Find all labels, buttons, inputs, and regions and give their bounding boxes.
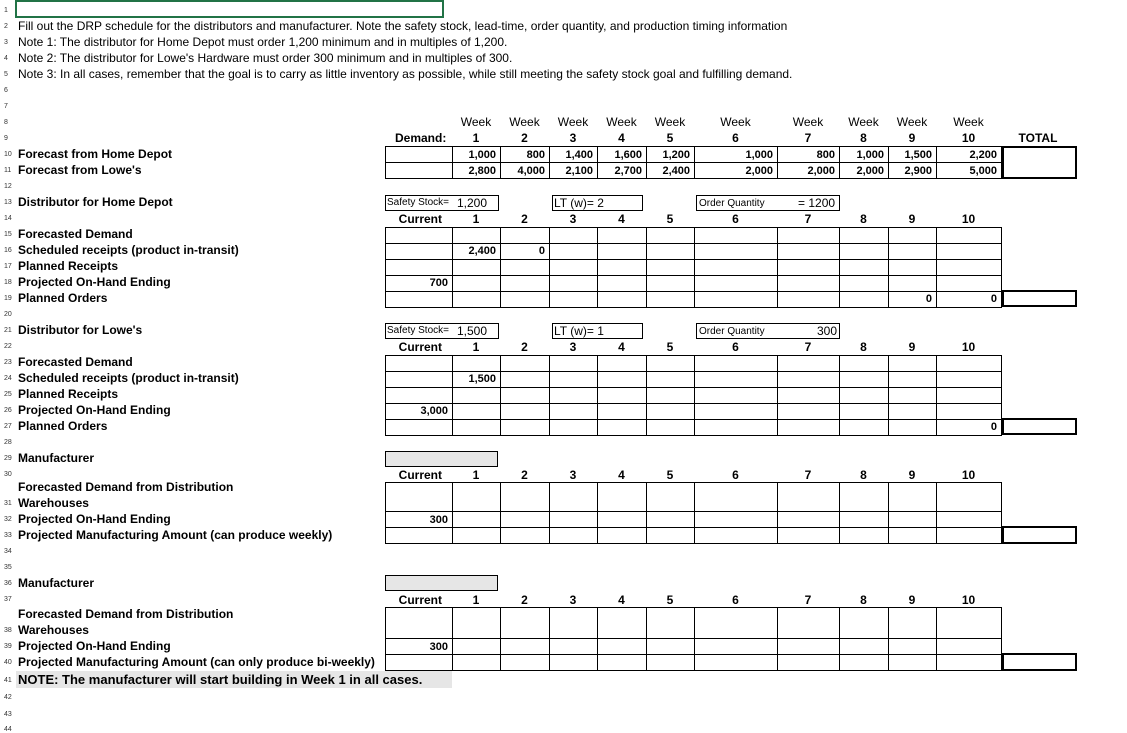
week-number: 6 bbox=[732, 131, 739, 145]
hd-forecast-value: 1,500 bbox=[904, 149, 932, 161]
m1-row-mfg: Projected Manufacturing Amount (can produce weekly) bbox=[18, 528, 333, 542]
lw-sr-week1: 1,500 bbox=[468, 373, 496, 385]
row-number: 9 bbox=[4, 135, 8, 142]
m2-grid-vline bbox=[646, 607, 647, 671]
lw-po-week10: 0 bbox=[990, 421, 997, 433]
row-number: 33 bbox=[4, 532, 12, 539]
m1-week-number: 1 bbox=[472, 468, 480, 482]
m2-name-cell bbox=[385, 575, 498, 591]
hd-po-week9: 0 bbox=[925, 293, 932, 305]
m2-onhand-current: 300 bbox=[429, 641, 448, 653]
m2-grid-vline bbox=[694, 607, 695, 671]
row-number: 14 bbox=[4, 215, 12, 222]
m1-grid-vline bbox=[936, 482, 937, 544]
hd-grid-vline bbox=[549, 227, 550, 308]
demand-grid-vline bbox=[385, 146, 386, 179]
row-number: 40 bbox=[4, 659, 12, 666]
hd-forecast-value: 800 bbox=[816, 149, 835, 161]
week-header-label: Week bbox=[896, 115, 928, 129]
row-number: 5 bbox=[4, 71, 8, 78]
m2-week-number: 7 bbox=[804, 593, 812, 607]
m2-current: Current bbox=[398, 593, 442, 607]
lw-week-number: 10 bbox=[961, 340, 976, 354]
hd-sr-week2: 0 bbox=[538, 245, 545, 257]
demand-label: Demand: bbox=[395, 131, 447, 145]
row-number: 2 bbox=[4, 23, 8, 30]
hd-oq-label: Order Quantity bbox=[699, 198, 765, 209]
week-header-label: Week bbox=[460, 115, 492, 129]
m1-week-number: 7 bbox=[804, 468, 812, 482]
m1-week-number: 9 bbox=[908, 468, 916, 482]
lw-week-number: 4 bbox=[618, 340, 625, 354]
row-number: 29 bbox=[4, 455, 12, 462]
m2-title: Manufacturer bbox=[18, 576, 95, 590]
row-number: 34 bbox=[4, 548, 12, 555]
hd-grid-vline bbox=[385, 227, 386, 308]
row-number: 23 bbox=[4, 359, 12, 366]
row-number: 28 bbox=[4, 439, 12, 446]
m1-row-demand-a: Forecasted Demand from Distribution bbox=[18, 480, 234, 494]
m1-week-number: 2 bbox=[521, 468, 528, 482]
m1-total-cell[interactable] bbox=[1002, 526, 1077, 544]
row-number: 15 bbox=[4, 231, 12, 238]
hd-sr-week1: 2,400 bbox=[468, 245, 496, 257]
row-number: 38 bbox=[4, 627, 12, 634]
lowes-forecast-value: 2,700 bbox=[614, 165, 642, 177]
m1-title: Manufacturer bbox=[18, 451, 95, 465]
lw-week-number: 9 bbox=[908, 340, 916, 354]
lw-week-number: 7 bbox=[804, 340, 812, 354]
week-header-label: Week bbox=[953, 115, 984, 129]
m1-week-number: 6 bbox=[732, 468, 739, 482]
cell-a1-selected[interactable] bbox=[15, 0, 444, 18]
hd-forecast-value: 1,400 bbox=[565, 149, 593, 161]
m1-grid-vline bbox=[597, 482, 598, 544]
week-number: 10 bbox=[961, 131, 976, 145]
lw-onhand-current: 3,000 bbox=[420, 405, 448, 417]
m1-onhand-current: 300 bbox=[429, 514, 448, 526]
lw-grid-vline bbox=[549, 355, 550, 436]
lw-oq-label: Order Quantity bbox=[699, 326, 765, 337]
week-header-label: Week bbox=[606, 115, 637, 129]
m2-row-demand-b: Warehouses bbox=[18, 623, 89, 637]
week-header-label: Week bbox=[792, 115, 824, 129]
m2-week-number: 2 bbox=[521, 593, 528, 607]
row-number: 31 bbox=[4, 500, 12, 507]
m2-week-number: 9 bbox=[908, 593, 916, 607]
lw-ss-value: 1,500 bbox=[457, 324, 488, 338]
hd-forecast-value: 2,200 bbox=[969, 149, 997, 161]
row-number: 21 bbox=[4, 327, 12, 334]
m1-grid-vline bbox=[646, 482, 647, 544]
m2-week-number: 4 bbox=[618, 593, 625, 607]
m2-grid-vline bbox=[936, 607, 937, 671]
m2-grid-vline bbox=[452, 607, 453, 671]
m2-grid-vline bbox=[385, 607, 386, 671]
lw-row-onhand: Projected On-Hand Ending bbox=[18, 403, 171, 417]
lw-grid-vline bbox=[777, 355, 778, 436]
hd-row-planned-receipts: Planned Receipts bbox=[18, 259, 119, 273]
m2-row-demand-a: Forecasted Demand from Distribution bbox=[18, 607, 234, 621]
row-number: 17 bbox=[4, 263, 12, 270]
hd-week-number: 4 bbox=[618, 212, 625, 226]
hd-week-number: 2 bbox=[521, 212, 528, 226]
m2-total-cell[interactable] bbox=[1002, 653, 1077, 671]
lw-grid-vline bbox=[452, 355, 453, 436]
row-number: 42 bbox=[4, 694, 12, 701]
hd-week-number: 5 bbox=[666, 212, 674, 226]
m1-week-number: 5 bbox=[666, 468, 674, 482]
lowes-forecast-value: 2,400 bbox=[662, 165, 690, 177]
m2-week-number: 3 bbox=[569, 593, 577, 607]
m2-grid-vline bbox=[500, 607, 501, 671]
hd-forecast-value: 1,000 bbox=[468, 149, 496, 161]
lowes-forecast-value: 2,000 bbox=[856, 165, 884, 177]
hd-forecast-value: 1,600 bbox=[614, 149, 642, 161]
lowes-forecast-value: 2,000 bbox=[807, 165, 835, 177]
m1-week-number: 8 bbox=[860, 468, 867, 482]
note-2: Note 2: The distributor for Lowe's Hardware must order 300 minimum and in multiples of 300. bbox=[18, 51, 513, 65]
row-number: 30 bbox=[4, 471, 12, 478]
lw-grid-vline bbox=[888, 355, 889, 436]
row-number: 7 bbox=[4, 103, 8, 110]
lw-ss-label: Safety Stock= bbox=[387, 325, 449, 336]
week-number: 8 bbox=[860, 131, 867, 145]
lowes-forecast-value: 4,000 bbox=[517, 165, 545, 177]
hd-grid-vline bbox=[839, 227, 840, 308]
m2-week-number: 10 bbox=[961, 593, 976, 607]
row-number: 36 bbox=[4, 580, 12, 587]
hd-total-cell[interactable] bbox=[1002, 290, 1077, 307]
lw-total-cell[interactable] bbox=[1002, 418, 1077, 435]
hd-ss-label: Safety Stock= bbox=[387, 197, 449, 208]
m2-grid-vline bbox=[888, 607, 889, 671]
hd-week-number: 10 bbox=[961, 212, 976, 226]
hd-row-forecast: Forecasted Demand bbox=[18, 227, 133, 241]
lw-week-number: 2 bbox=[521, 340, 528, 354]
lw-row-forecast: Forecasted Demand bbox=[18, 355, 133, 369]
hd-lt-value: LT (w)= 2 bbox=[554, 196, 604, 210]
total-label: TOTAL bbox=[1018, 131, 1058, 145]
m1-week-number: 10 bbox=[961, 468, 976, 482]
lw-current: Current bbox=[398, 340, 442, 354]
lw-section-title: Distributor for Lowe's bbox=[18, 323, 143, 337]
row-number: 8 bbox=[4, 119, 8, 126]
hd-forecast-value: 1,200 bbox=[662, 149, 690, 161]
note-3: Note 3: In all cases, remember that the goal is to carry as little inventory as possible, while still meeting the safety stock goal and fulfilling demand. bbox=[18, 67, 793, 81]
row-number: 39 bbox=[4, 643, 12, 650]
lw-oq-value: 300 bbox=[817, 324, 838, 338]
hd-grid-vline bbox=[777, 227, 778, 308]
hd-forecast-value: 1,000 bbox=[745, 149, 773, 161]
hd-grid-vline bbox=[597, 227, 598, 308]
lw-row-planned-orders: Planned Orders bbox=[18, 419, 108, 433]
lw-week-number: 1 bbox=[472, 340, 480, 354]
lowes-forecast-value: 5,000 bbox=[969, 165, 997, 177]
row-number: 3 bbox=[4, 39, 8, 46]
row-number: 43 bbox=[4, 711, 12, 718]
m1-row-demand-b: Warehouses bbox=[18, 496, 89, 510]
row-number: 20 bbox=[4, 311, 12, 318]
hd-oq-value: = 1200 bbox=[798, 196, 836, 210]
hd-grid-vline bbox=[500, 227, 501, 308]
m1-name-cell bbox=[385, 451, 498, 467]
row-number: 12 bbox=[4, 183, 12, 190]
row-number: 13 bbox=[4, 199, 12, 206]
lw-row-planned-receipts: Planned Receipts bbox=[18, 387, 119, 401]
lw-week-number: 5 bbox=[666, 340, 674, 354]
m2-row-onhand: Projected On-Hand Ending bbox=[18, 639, 171, 653]
hd-row-scheduled: Scheduled receipts (product in-transit) bbox=[18, 243, 239, 257]
row-number: 32 bbox=[4, 516, 12, 523]
week-number: 5 bbox=[666, 131, 674, 145]
hd-week-number: 3 bbox=[569, 212, 577, 226]
row-number: 6 bbox=[4, 87, 8, 94]
week-header-label: Week bbox=[557, 115, 589, 129]
hd-section-title: Distributor for Home Depot bbox=[18, 195, 173, 209]
row-number: 37 bbox=[4, 596, 12, 603]
hd-grid-vline bbox=[646, 227, 647, 308]
lw-week-number: 8 bbox=[860, 340, 867, 354]
m1-week-number: 3 bbox=[569, 468, 577, 482]
row-number: 10 bbox=[4, 151, 12, 158]
m1-week-number: 4 bbox=[618, 468, 625, 482]
week-header-label: Week bbox=[654, 115, 686, 129]
m1-row-onhand: Projected On-Hand Ending bbox=[18, 512, 171, 526]
m2-week-number: 6 bbox=[732, 593, 739, 607]
m2-grid-vline bbox=[777, 607, 778, 671]
row-number: 24 bbox=[4, 375, 12, 382]
m1-current: Current bbox=[398, 468, 442, 482]
total-cell[interactable] bbox=[1002, 146, 1077, 179]
hd-forecast-value: 800 bbox=[526, 149, 545, 161]
row-number: 25 bbox=[4, 391, 12, 398]
hd-week-number: 9 bbox=[908, 212, 916, 226]
row-number: 18 bbox=[4, 279, 12, 286]
week-number: 7 bbox=[804, 131, 812, 145]
lw-grid-vline bbox=[839, 355, 840, 436]
week-header-label: Week bbox=[509, 115, 540, 129]
lw-row-scheduled: Scheduled receipts (product in-transit) bbox=[18, 371, 239, 385]
row-number: 22 bbox=[4, 343, 12, 350]
m1-grid-vline bbox=[694, 482, 695, 544]
lw-week-number: 3 bbox=[569, 340, 577, 354]
row-number: 1 bbox=[4, 7, 8, 14]
lw-grid-vline bbox=[694, 355, 695, 436]
final-note: NOTE: The manufacturer will start building in Week 1 in all cases. bbox=[18, 672, 423, 687]
m2-week-number: 1 bbox=[472, 593, 480, 607]
row-number: 4 bbox=[4, 55, 8, 62]
row-number: 41 bbox=[4, 677, 12, 684]
week-header-label: Week bbox=[720, 115, 751, 129]
hd-week-number: 1 bbox=[472, 212, 480, 226]
lw-grid-vline bbox=[500, 355, 501, 436]
m1-grid-vline bbox=[888, 482, 889, 544]
m2-week-number: 5 bbox=[666, 593, 674, 607]
week-number: 4 bbox=[618, 131, 625, 145]
row-number: 44 bbox=[4, 726, 12, 733]
lw-grid-vline bbox=[385, 355, 386, 436]
row-number: 26 bbox=[4, 407, 12, 414]
m2-grid-vline bbox=[597, 607, 598, 671]
hd-grid-vline bbox=[694, 227, 695, 308]
m2-grid-vline bbox=[549, 607, 550, 671]
hd-ss-value: 1,200 bbox=[457, 196, 488, 210]
lowes-forecast-value: 2,100 bbox=[565, 165, 593, 177]
m1-grid-vline bbox=[839, 482, 840, 544]
hd-row-planned-orders: Planned Orders bbox=[18, 291, 108, 305]
hd-week-number: 7 bbox=[804, 212, 812, 226]
hd-week-number: 8 bbox=[860, 212, 867, 226]
lw-grid-vline bbox=[646, 355, 647, 436]
row-number: 11 bbox=[4, 167, 12, 174]
lowes-forecast-value: 2,000 bbox=[745, 165, 773, 177]
m1-grid-vline bbox=[777, 482, 778, 544]
row-number: 16 bbox=[4, 247, 12, 254]
row-number: 19 bbox=[4, 295, 12, 302]
row-number: 35 bbox=[4, 564, 12, 571]
lw-lt-value: LT (w)= 1 bbox=[554, 324, 604, 338]
lw-grid-vline bbox=[597, 355, 598, 436]
week-number: 1 bbox=[472, 131, 480, 145]
m2-row-mfg: Projected Manufacturing Amount (can only produce bi-weekly) bbox=[18, 655, 375, 669]
lw-week-number: 6 bbox=[732, 340, 739, 354]
m1-grid-vline bbox=[549, 482, 550, 544]
lowes-forecast-label: Forecast from Lowe's bbox=[18, 163, 142, 177]
week-number: 3 bbox=[569, 131, 577, 145]
hd-week-number: 6 bbox=[732, 212, 739, 226]
hd-onhand-current: 700 bbox=[429, 277, 448, 289]
hd-po-week10: 0 bbox=[990, 293, 997, 305]
hd-forecast-value: 1,000 bbox=[856, 149, 884, 161]
lowes-forecast-value: 2,900 bbox=[904, 165, 932, 177]
week-number: 2 bbox=[521, 131, 528, 145]
m2-grid-vline bbox=[839, 607, 840, 671]
hd-current: Current bbox=[398, 212, 442, 226]
hd-forecast-label: Forecast from Home Depot bbox=[18, 147, 173, 161]
m2-week-number: 8 bbox=[860, 593, 867, 607]
week-number: 9 bbox=[908, 131, 916, 145]
hd-grid-vline bbox=[452, 227, 453, 308]
instruction-text: Fill out the DRP schedule for the distributors and manufacturer. Note the safety stock, lead-time, order quantity, and production timing information bbox=[18, 19, 788, 33]
note-1: Note 1: The distributor for Home Depot must order 1,200 minimum and in multiples of 1,200. bbox=[18, 35, 508, 49]
m1-grid-vline bbox=[452, 482, 453, 544]
hd-row-onhand: Projected On-Hand Ending bbox=[18, 275, 171, 289]
row-number: 27 bbox=[4, 423, 12, 430]
week-header-label: Week bbox=[848, 115, 879, 129]
lowes-forecast-value: 2,800 bbox=[468, 165, 496, 177]
m1-grid-vline bbox=[500, 482, 501, 544]
